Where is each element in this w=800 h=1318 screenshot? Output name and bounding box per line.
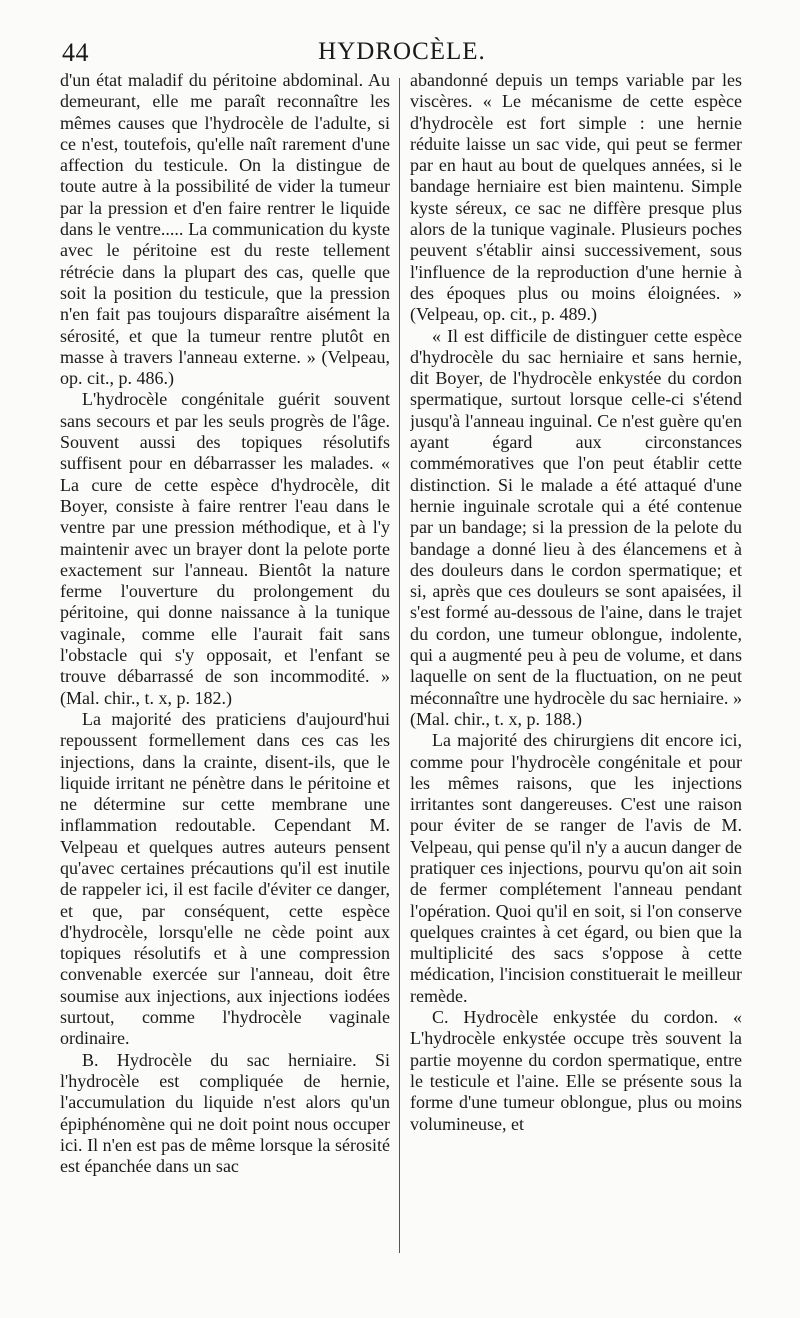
- running-title: HYDROCÈLE.: [318, 38, 486, 65]
- right-paragraph-4: C. Hydrocèle enkystée du cordon. « L'hydrocèle enkystée occupe très souvent la partie moyenne du cordon spermatique, entre le testicule et l'aine. Elle se présente sous la forme d'une tumeur oblongue, plus ou moins volumineuse, et: [410, 1007, 742, 1134]
- right-column: [410, 70, 742, 1270]
- right-paragraph-1: abandonné depuis un temps variable par les viscères. « Le mécanisme de cette espèce d'hydrocèle est fort simple : une hernie réduite laisse un sac vide, qui peut se fermer par en haut au bout de quelques années, si le bandage herniaire est bien maintenu. Simple kyste séreux, ce sac ne diffère presque plus alors de la tunique vaginale. Plusieurs poches peuvent s'établir ainsi successivement, sous l'influence de la reproduction d'une hernie à des époques plus ou moins éloignées. » (Velpeau, op. cit., p. 489.): [410, 70, 742, 325]
- left-column: [60, 70, 390, 1270]
- page-header: [62, 38, 742, 72]
- left-paragraph-2: L'hydrocèle congénitale guérit souvent sans secours et par les seuls progrès de l'âge. Souvent aussi des topiques résolutifs suffisent pour en débarrasser les malades. « La cure de cette espèce d'hydrocèle, dit Boyer, consiste à faire rentrer l'eau dans le ventre par une pression méthodique, et à l'y maintenir avec un brayer dont la pelote porte exactement sur l'anneau. Bientôt la nature ferme l'ouverture du prolongement du péritoine, qui donne naissance à la tunique vaginale, comme elle l'aurait fait sans l'obstacle qui s'y opposait, et l'enfant se trouve débarrassé de son incommodité. » (Mal. chir., t. x, p. 182.): [60, 389, 390, 708]
- left-paragraph-4: B. Hydrocèle du sac herniaire. Si l'hydrocèle est compliquée de hernie, l'accumulation du liquide n'est alors qu'un épiphénomène qui ne doit point nous occuper ici. Il n'en est pas de même lorsque la sérosité est épanchée dans un sac: [60, 1049, 390, 1177]
- page-number: 44: [62, 38, 89, 67]
- left-paragraph-1: d'un état maladif du péritoine abdominal. Au demeurant, elle me paraît reconnaître les mêmes causes que l'hydrocèle de l'adulte, si ce n'est, toutefois, qu'elle naît rarement d'une affection du testicule. On la distingue de toute autre à la possibilité de vider la tumeur par la pression et d'en faire rentrer le liquide dans le ventre..... La communication du kyste avec le péritoine est du reste tellement rétrécie dans la plupart des cas, quelle que soit la position du testicule, que la pression n'en fait pas toujours disparaître aisément la sérosité, et que la tumeur rentre plutôt en masse à travers l'anneau externe. » (Velpeau, op. cit., p. 486.): [60, 70, 390, 389]
- column-divider: [399, 78, 400, 1253]
- right-paragraph-3: La majorité des chirurgiens dit encore ici, comme pour l'hydrocèle congénitale et pour les mêmes raisons, que les injections irritantes sont dangereuses. C'est une raison pour éviter de se ranger de l'avis de M. Velpeau, qui pense qu'il n'y a aucun danger de pratiquer ces injections, pourvu qu'on ait soin de fermer complétement l'anneau pendant l'opération. Quoi qu'il en soit, si l'on conserve quelques craintes à cet égard, ou bien que la multiplicité des sacs s'oppose à cette médication, l'incision constituerait le meilleur remède.: [410, 730, 742, 1006]
- left-paragraph-3: La majorité des praticiens d'aujourd'hui repoussent formellement dans ces cas les injections, dans la crainte, disent-ils, que le liquide irritant ne pénètre dans le péritoine et ne détermine sur cette membrane une inflammation redoutable. Cependant M. Velpeau et quelques autres auteurs pensent qu'avec certaines précautions qu'il est inutile de rappeler ici, il est facile d'éviter ce danger, et que, par conséquent, cette espèce d'hydrocèle, lorsqu'elle ne cède point aux topiques résolutifs et à une compression convenable exercée sur l'anneau, doit être soumise aux injections, aux injections iodées surtout, comme l'hydrocèle vaginale ordinaire.: [60, 708, 390, 1049]
- right-paragraph-2: « Il est difficile de distinguer cette espèce d'hydrocèle du sac herniaire et sans hernie, dit Boyer, de l'hydrocèle enkystée du cordon spermatique, surtout lorsque celle-ci s'étend jusqu'à l'anneau inguinal. Ce n'est guère qu'en ayant égard aux circonstances commémoratives que l'on peut établir cette distinction. Si le malade a été attaqué d'une hernie inguinale scrotale qui a été contenue par un bandage; si la pression de la pelote du bandage a donné lieu à des élancemens et à des douleurs dans le cordon spermatique; et si, après que ces douleurs se sont apaisées, il s'est formé au-dessous de l'aine, dans le trajet du cordon, une tumeur oblongue, indolente, qui a augmenté peu à peu de volume, et dans laquelle on sent de la fluctuation, on ne peut méconnaître une hydrocèle du sac herniaire. » (Mal. chir., t. x, p. 188.): [410, 325, 742, 729]
